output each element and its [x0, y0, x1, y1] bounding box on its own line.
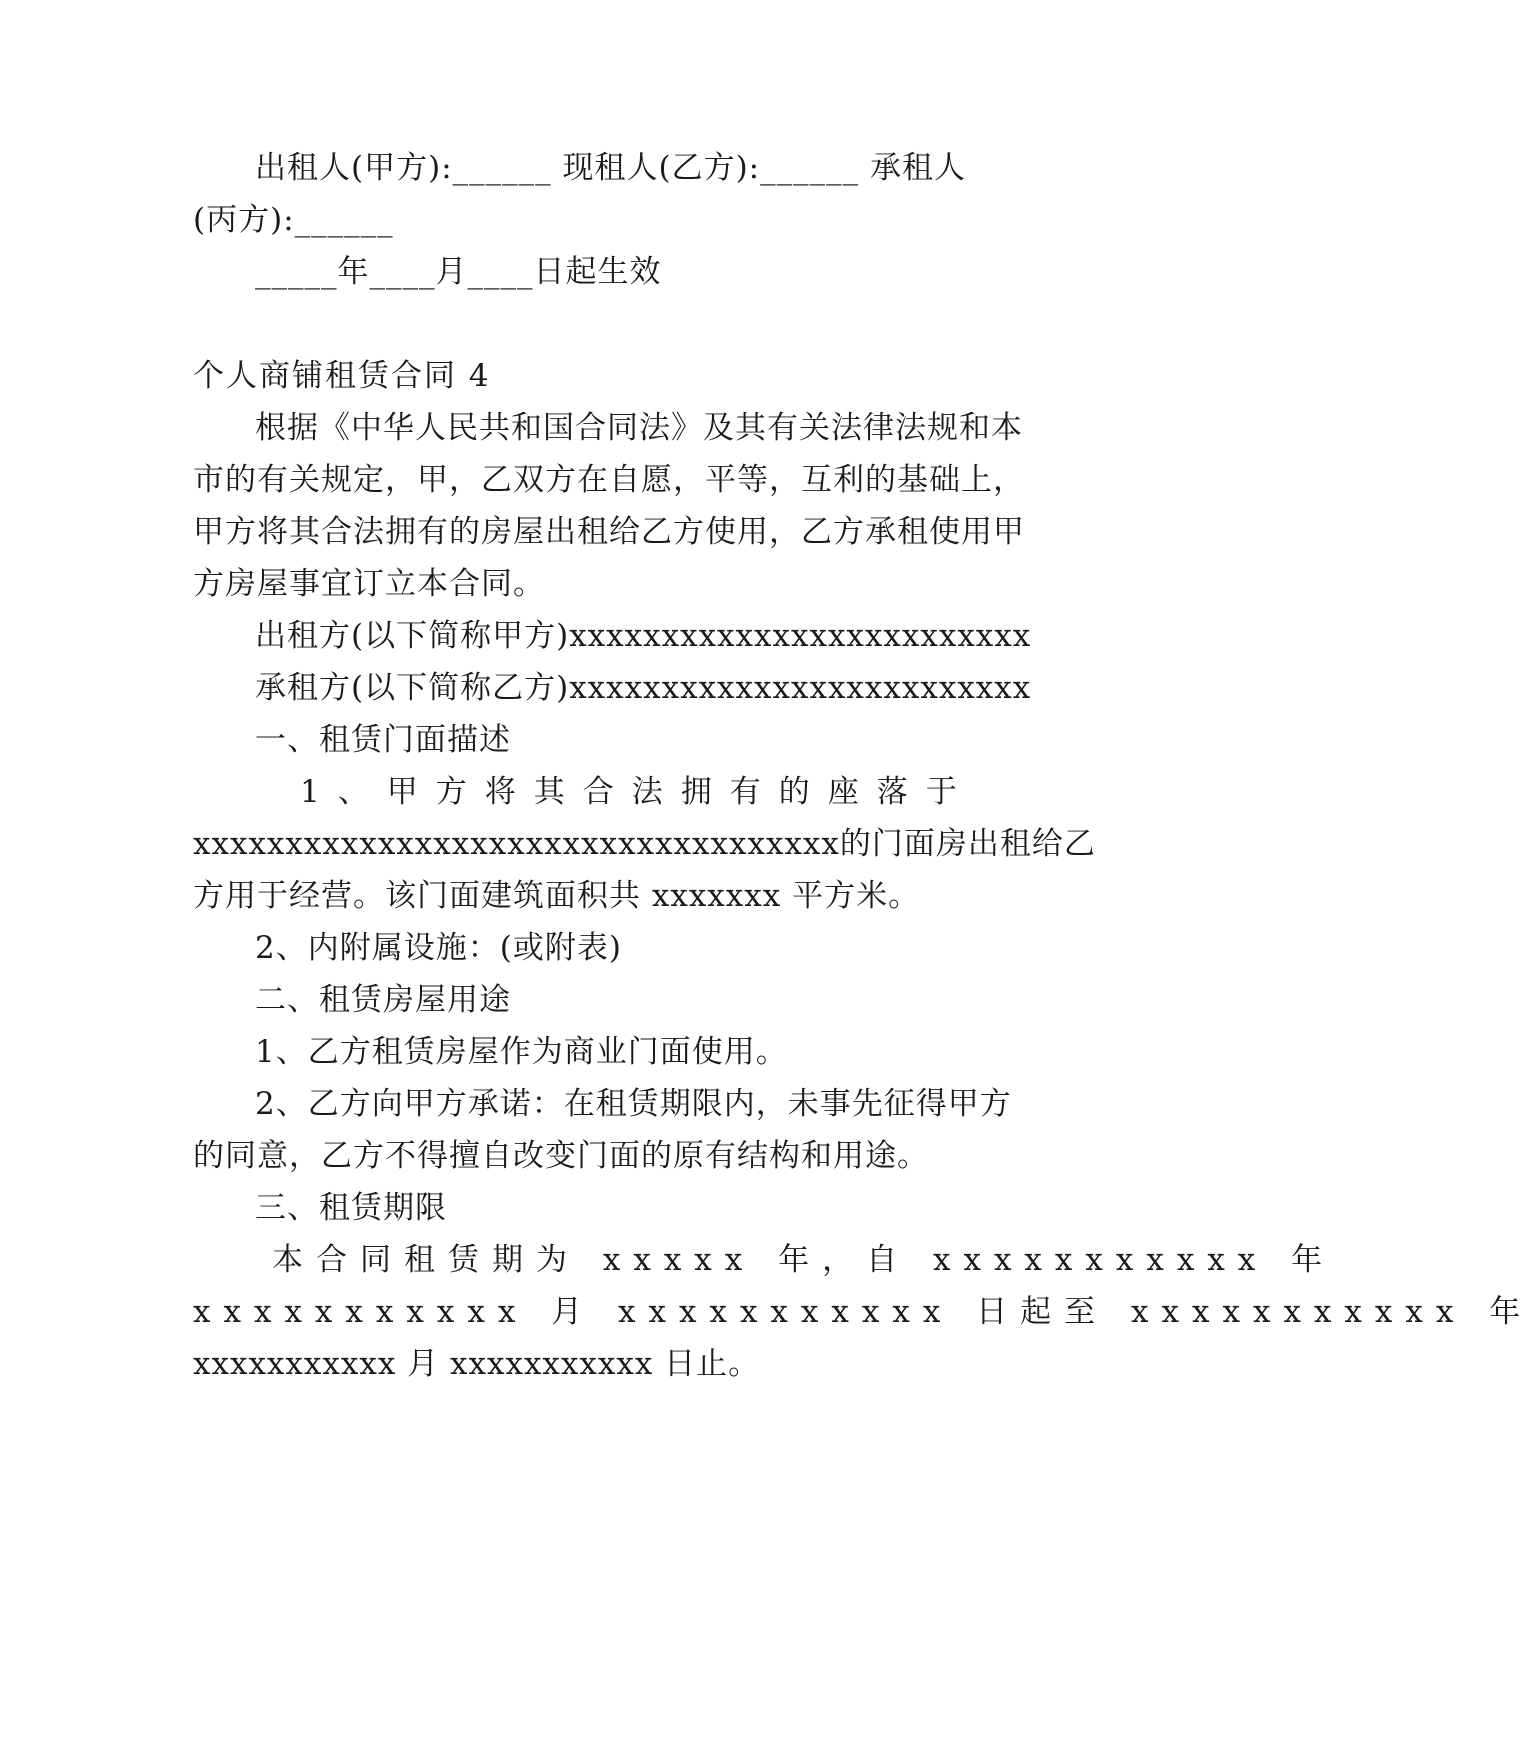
clause-line: xxxxxxxxxxx 月 xxxxxxxxxxx 日起至 xxxxxxxxxxx 年 [193, 1294, 1533, 1330]
lessee-line: 承租方(以下简称乙方)xxxxxxxxxxxxxxxxxxxxxxxxx [255, 670, 1032, 706]
effective-date-line: _____年____月____日起生效 [255, 254, 662, 290]
clause-line: 本合同租赁期为 xxxxx 年，自 xxxxxxxxxxx 年 [272, 1242, 1336, 1278]
paragraph-line: 市的有关规定，甲，乙双方在自愿，平等，互利的基础上， [193, 462, 1025, 498]
lessor-line: 出租方(以下简称甲方)xxxxxxxxxxxxxxxxxxxxxxxxx [255, 618, 1032, 654]
clause-line: 1、乙方租赁房屋作为商业门面使用。 [255, 1034, 788, 1070]
paragraph-line: 甲方将其合法拥有的房屋出租给乙方使用，乙方承租使用甲 [193, 514, 1025, 550]
section-heading: 一、租赁门面描述 [255, 722, 511, 758]
contract-title: 个人商铺租赁合同 4 [193, 358, 491, 394]
paragraph-line: 根据《中华人民共和国合同法》及其有关法律法规和本 [255, 410, 1023, 446]
section-heading: 二、租赁房屋用途 [255, 982, 511, 1018]
clause-line: 方用于经营。该门面建筑面积共 xxxxxxx 平方米。 [193, 878, 921, 914]
clause-line: xxxxxxxxxxxxxxxxxxxxxxxxxxxxxxxxxxx的门面房出租给乙 [193, 826, 1096, 862]
clause-line: xxxxxxxxxxx 月 xxxxxxxxxxx 日止。 [193, 1346, 761, 1382]
section-heading: 三、租赁期限 [255, 1190, 447, 1226]
signature-line-party-c: (丙方):______ [193, 202, 394, 238]
paragraph-line: 方房屋事宜订立本合同。 [193, 566, 545, 602]
clause-line: 2、乙方向甲方承诺：在租赁期限内，未事先征得甲方 [255, 1086, 1012, 1122]
clause-line: 1、甲方将其合法拥有的座落于 [300, 774, 975, 810]
clause-line: 2、内附属设施：(或附表) [255, 930, 622, 966]
clause-line: 的同意，乙方不得擅自改变门面的原有结构和用途。 [193, 1138, 929, 1174]
signature-line-parties: 出租人(甲方):______ 现租人(乙方):______ 承租人 [255, 150, 966, 186]
